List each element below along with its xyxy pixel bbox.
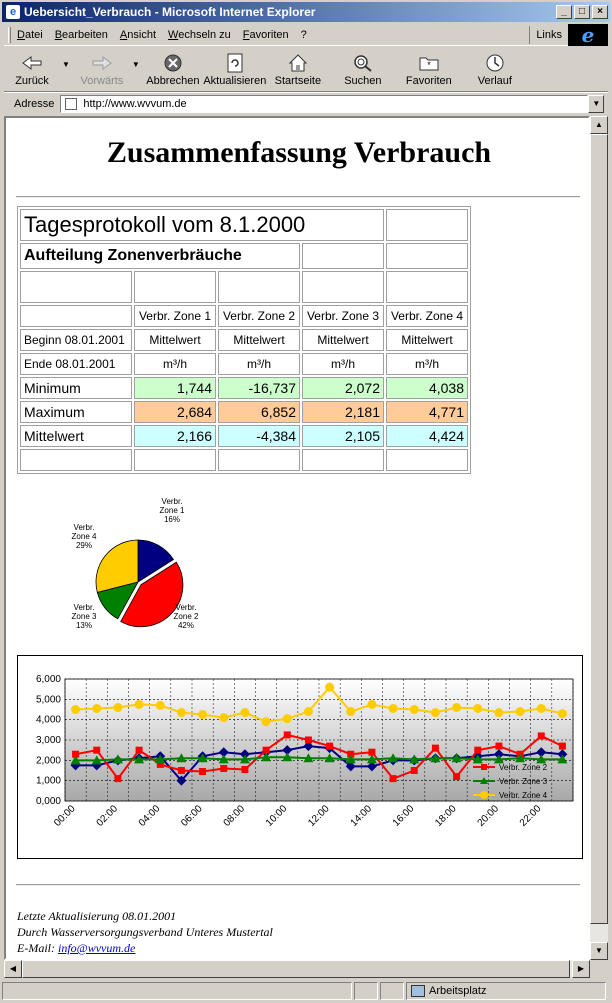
menu-grip [8, 27, 11, 43]
data-point [283, 714, 292, 723]
menu-ansicht[interactable]: Ansicht [119, 28, 157, 41]
data-point [93, 747, 100, 754]
data-point [326, 743, 333, 750]
x-tick-label: 08:00 [221, 803, 248, 829]
data-point [494, 708, 503, 717]
menu-wechseln-zu[interactable]: Wechseln zu [168, 28, 231, 41]
value-cell: 4,038 [386, 377, 468, 399]
legend-entry: Verbr. Zone 4 [499, 791, 548, 800]
pie-label-line: 29% [75, 541, 93, 550]
home-button[interactable] [268, 47, 328, 87]
data-point [92, 704, 101, 713]
empty-cell [134, 449, 216, 471]
menu-bearbeiten[interactable]: Bearbeiten [54, 28, 108, 41]
data-point [495, 743, 502, 750]
empty-cell [20, 271, 132, 303]
y-tick-label: 4,000 [35, 714, 61, 726]
menu-help[interactable]: ? [300, 28, 307, 41]
ie-logo-icon: e [568, 24, 608, 46]
x-tick-label: 18:00 [433, 803, 459, 829]
data-point [240, 708, 249, 717]
table-caption: Tagesprotokoll vom 8.1.2000 [20, 209, 384, 241]
data-point [305, 737, 312, 744]
menu-bar [4, 24, 608, 46]
empty-cell [20, 449, 132, 471]
data-point [156, 701, 165, 710]
row-minimum [20, 377, 468, 399]
pie-label-line: 16% [163, 515, 181, 524]
value-cell: 4,424 [386, 425, 468, 447]
favorites-folder-icon [418, 52, 440, 74]
data-point [453, 773, 460, 780]
unit-cell: m³/h [386, 353, 468, 375]
empty-cell [302, 271, 384, 303]
table-subcaption: Aufteilung Zonenverbräuche [20, 243, 300, 269]
data-point [411, 767, 418, 774]
empty-cell [134, 271, 216, 303]
end-label: Ende 08.01.2001 [20, 353, 132, 375]
begin-label: Beginn 08.01.2001 [20, 329, 132, 351]
zone-header: Verbr. Zone 3 [302, 305, 384, 327]
data-point [198, 710, 207, 719]
row-maximum [20, 401, 468, 423]
x-tick-label: 12:00 [306, 803, 332, 829]
empty-cell [386, 209, 468, 241]
empty-cell [386, 243, 468, 269]
data-point [516, 707, 525, 716]
zone-header: Verbr. Zone 4 [386, 305, 468, 327]
forward-label: Vorwärts [80, 75, 124, 87]
value-cell: 2,166 [134, 425, 216, 447]
history-button[interactable] [460, 47, 530, 87]
back-button[interactable] [4, 47, 60, 87]
row-label: Maximum [20, 401, 132, 423]
data-point [220, 765, 227, 772]
pie-label-line: 13% [75, 621, 93, 630]
status-text [2, 982, 352, 1000]
x-tick-label: 04:00 [136, 803, 163, 829]
address-input[interactable] [60, 95, 588, 113]
value-cell: 2,684 [134, 401, 216, 423]
x-tick-label: 14:00 [348, 803, 375, 829]
close-button[interactable]: × [592, 5, 608, 19]
title-bar [2, 2, 610, 22]
maximize-button[interactable]: □ [574, 5, 590, 19]
status-zone [406, 982, 606, 1000]
data-point [346, 707, 355, 716]
data-point [325, 683, 334, 692]
empty-cell [386, 271, 468, 303]
empty-cell [386, 449, 468, 471]
x-tick-label: 00:00 [52, 803, 78, 829]
value-cell: 1,744 [134, 377, 216, 399]
y-tick-label: 6,000 [35, 674, 61, 685]
stop-button[interactable] [144, 47, 202, 87]
pie-label-line: Verbr. [73, 523, 95, 532]
search-icon [352, 52, 374, 74]
x-tick-label: 20:00 [475, 803, 502, 829]
search-label: Suchen [344, 75, 382, 87]
data-point [304, 707, 313, 716]
consumption-table [17, 206, 471, 474]
favorites-label: Favoriten [405, 75, 452, 87]
footer-updated: Letzte Aktualisierung 08.01.2001 [17, 909, 177, 923]
unit-cell: m³/h [218, 353, 300, 375]
refresh-button[interactable] [202, 47, 268, 87]
empty-cell [302, 449, 384, 471]
home-label: Startseite [274, 75, 322, 87]
data-point [284, 731, 291, 738]
value-cell: 2,181 [302, 401, 384, 423]
pie-label-line: Zone 1 [159, 506, 185, 515]
vertical-scroll-thumb[interactable] [590, 134, 608, 924]
y-tick-label: 5,000 [35, 694, 61, 706]
value-cell: 2,072 [302, 377, 384, 399]
favorites-button[interactable] [398, 47, 460, 87]
empty-cell [218, 449, 300, 471]
footer-author: Durch Wasserversorgungsverband Unteres Mustertal [17, 925, 273, 939]
stop-icon [162, 52, 184, 74]
back-arrow-icon [21, 52, 43, 74]
data-point [113, 703, 122, 712]
page-icon [65, 98, 77, 110]
bottom-divider [16, 884, 580, 886]
data-point [219, 713, 228, 722]
data-point [262, 717, 271, 726]
pie-slice-label [72, 523, 97, 550]
pie-label-line: Verbr. [161, 497, 183, 506]
pie-label-line: Verbr. [175, 603, 197, 612]
standard-toolbar [4, 48, 608, 92]
empty-cell [20, 305, 132, 327]
address-url: http://www.wvvum.de [83, 97, 187, 110]
data-point [473, 704, 482, 713]
status-zone-label: Arbeitsplatz [429, 984, 487, 997]
refresh-label: Aktualisieren [203, 75, 267, 87]
pie-slice-label [174, 603, 199, 630]
data-point [390, 775, 397, 782]
zone-pie-chart [46, 490, 266, 650]
legend-marker [480, 791, 488, 799]
back-dropdown-icon[interactable]: ▼ [62, 60, 70, 69]
row-mittelwert [20, 425, 468, 447]
x-tick-label: 06:00 [179, 803, 205, 829]
unit-cell: m³/h [134, 353, 216, 375]
zone-line-chart [17, 655, 583, 859]
mode-cell: Mittelwert [302, 329, 384, 351]
data-point [432, 745, 439, 752]
x-tick-label: 02:00 [94, 803, 121, 829]
address-label: Adresse [14, 97, 55, 110]
mode-cell: Mittelwert [134, 329, 216, 351]
data-point [537, 704, 546, 713]
data-point [474, 747, 481, 754]
address-dropdown-icon[interactable]: ▼ [588, 95, 604, 113]
status-security [380, 982, 404, 1000]
data-point [558, 709, 567, 718]
data-point [178, 767, 185, 774]
zone-header: Verbr. Zone 2 [218, 305, 300, 327]
mode-cell: Mittelwert [386, 329, 468, 351]
legend-entry: Verbr. Zone 2 [499, 763, 548, 772]
data-point [241, 766, 248, 773]
y-tick-label: 2,000 [35, 755, 61, 767]
email-link[interactable]: info@wvvum.de [58, 941, 136, 955]
data-point [199, 768, 206, 775]
top-divider [16, 196, 580, 198]
x-tick-label: 22:00 [517, 803, 544, 829]
y-tick-label: 1,000 [35, 775, 61, 787]
email-label: E-Mail: [17, 941, 55, 955]
zone-header: Verbr. Zone 1 [134, 305, 216, 327]
data-point [389, 704, 398, 713]
data-point [538, 732, 545, 739]
history-icon [484, 52, 506, 74]
pie-label-line: Zone 2 [173, 612, 199, 621]
row-label: Mittelwert [20, 425, 132, 447]
pie-label-line: 42% [177, 621, 195, 630]
data-point [135, 700, 144, 709]
x-tick-label: 10:00 [263, 803, 290, 829]
data-point [559, 743, 566, 750]
forward-dropdown-icon[interactable]: ▼ [131, 60, 140, 69]
ie-icon: e [6, 5, 20, 19]
status-progress [354, 982, 378, 1000]
links-button[interactable]: Links [529, 26, 568, 44]
legend-entry: Verbr. Zone 3 [499, 777, 548, 786]
value-cell: 4,771 [386, 401, 468, 423]
value-cell: -4,384 [218, 425, 300, 447]
legend-marker [481, 764, 487, 770]
data-point [410, 705, 419, 714]
y-tick-label: 3,000 [35, 735, 61, 746]
data-point [431, 708, 440, 717]
search-button[interactable] [328, 47, 398, 87]
data-point [367, 700, 376, 709]
y-tick-label: 0,000 [35, 796, 61, 807]
value-cell: 2,105 [302, 425, 384, 447]
mode-cell: Mittelwert [218, 329, 300, 351]
data-point [71, 705, 80, 714]
svg-text:*: * [427, 60, 431, 70]
scroll-right-icon[interactable]: ▶ [572, 960, 590, 978]
forward-arrow-icon [91, 52, 113, 74]
pie-slice-label [72, 603, 97, 630]
menu-datei[interactable]: Datei [17, 28, 43, 41]
page-viewport [4, 116, 590, 960]
pie-slice-label [160, 497, 185, 524]
computer-icon [411, 985, 425, 997]
status-bar [2, 980, 610, 1001]
horizontal-scrollbar[interactable] [4, 960, 590, 978]
stop-label: Abbrechen [146, 75, 200, 87]
empty-cell [302, 243, 384, 269]
back-label: Zurück [15, 75, 49, 87]
pie-label-line: Verbr. [73, 603, 95, 612]
unit-cell: m³/h [302, 353, 384, 375]
data-point [177, 708, 186, 717]
x-tick-label: 16:00 [390, 803, 417, 829]
data-point [114, 775, 121, 782]
pie-label-line: Zone 3 [71, 612, 97, 621]
value-cell: -16,737 [218, 377, 300, 399]
data-point [452, 703, 461, 712]
scroll-left-icon[interactable]: ◀ [4, 960, 22, 978]
row-label: Minimum [20, 377, 132, 399]
horizontal-scroll-thumb[interactable] [22, 960, 570, 978]
refresh-icon [224, 52, 246, 74]
home-icon [287, 52, 309, 74]
address-bar [4, 92, 608, 114]
history-label: Verlauf [477, 75, 512, 87]
forward-button[interactable] [74, 47, 130, 87]
pie-label-line: Zone 4 [71, 532, 97, 541]
data-point [136, 747, 143, 754]
vertical-scrollbar[interactable] [590, 116, 608, 960]
scroll-down-icon[interactable]: ▼ [590, 942, 608, 960]
page-footer [17, 908, 273, 956]
menu-favoriten[interactable]: Favoriten [242, 28, 289, 41]
scroll-up-icon[interactable]: ▲ [590, 116, 608, 134]
minimize-button[interactable]: _ [556, 5, 572, 19]
footer-email-line [17, 940, 273, 956]
page-title: Zusammenfassung Verbrauch [106, 136, 492, 169]
value-cell: 6,852 [218, 401, 300, 423]
window-title: Uebersicht_Verbrauch - Microsoft Internet Explorer [24, 5, 316, 19]
empty-cell [218, 271, 300, 303]
